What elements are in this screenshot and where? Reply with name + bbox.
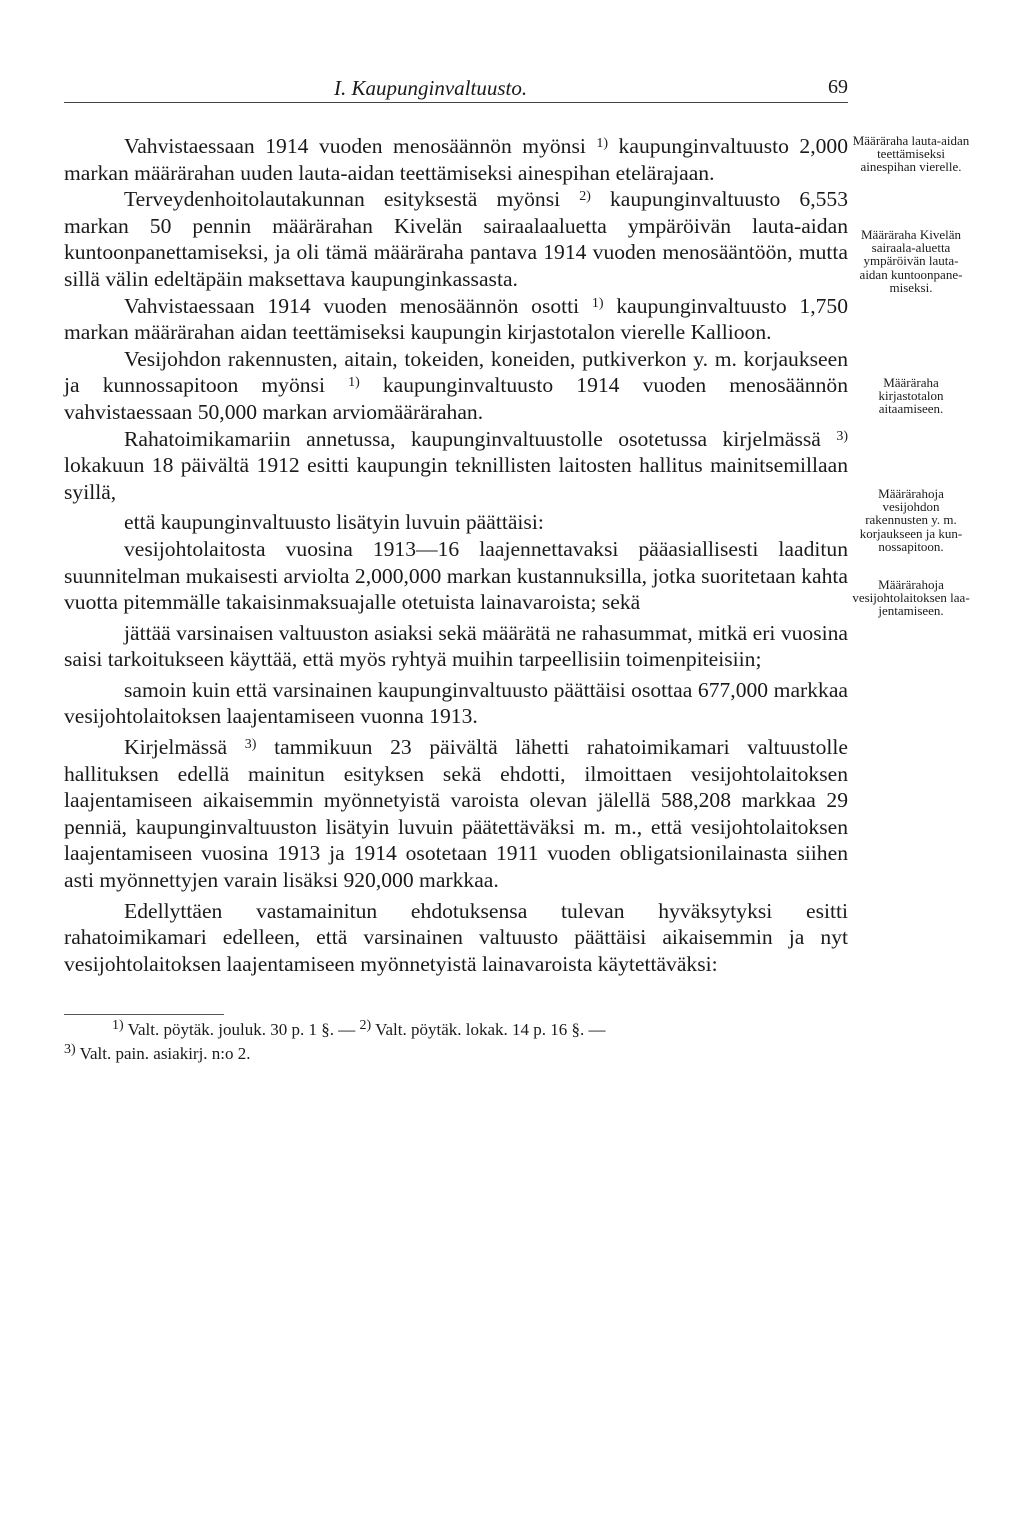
footnote-marker: 3) [836,428,848,444]
margin-note-2: Määräraha Kivelän sairaala-aluetta ympäröivän lauta-aidan kuntoonpanemiseksi. [859,227,963,295]
paragraph-9: samoin kuin että varsinainen kaupunginvaltuusto päättäisi osottaa 677,000 markkaa vesijohtolaitoksen laajentamiseen vuonna 1913. [64,677,848,729]
footnote-marker: 1) [596,136,609,151]
paragraph-10: Kirjelmässä $^{3)}$ tammikuun 23 päivältä lähetti rahatoimikamari valtuustolle hallituksen edellä mainitun esityksen sekä ehdotti, ilmoittaen vesijohtolaitoksen laajentamiseen aikaisemmin myönnetyistä varoista olevan jälellä 588,208 markkaa 29 penniä, kaupunginvaltuuston lisätyin luvuin päätettäväksi m. m., että vesijohtolaitoksen laajentamiseen vuosina 1913 ja 1914 osotetaan 1911 vuoden obligatsionilainasta siihen asti myönnettyjen varain lisäksi 920,000 markkaa. [64,735,848,893]
margin-note-3: Määräraha kirjastotalon aitaamiseen. [878,375,944,417]
paragraph-1: Vahvistaessaan 1914 vuoden menosäännön myönsi $^{1)}$ kaupunginvaltuusto 2,000 markan määrärahan uuden lauta-aidan teettämiseksi ainespihan etelärajaan. [64,134,848,185]
footnote-marker: 3) [244,737,257,753]
footnote-marker: 1) [112,1018,124,1033]
footnote-marker: 3) [64,1042,76,1057]
page-number: 69 [828,76,848,98]
paragraph-8: jättää varsinaisen valtuuston asiaksi sekä määrätä ne rahasummat, mitkä eri vuosina saisi tarkoitukseen käyttää, että myös ryhtyä muihin tarpeellisiin toimenpiteisiin; [64,620,848,672]
footnote-marker: 1) [348,375,360,391]
margin-note-1: Määräraha lauta-aidan teettämiseksi ainespihan vierelle. [852,133,970,175]
running-header [64,72,848,103]
paragraph-4: Vesijohdon rakennusten, aitain, tokeiden, koneiden, putkiverkon y. m. korjaukseen ja kunnossapitoon myönsi $^{1)}$ kaupunginvaltuusto 1914 vuoden menosäännön vahvistaessaan 50,000 markan arviomäärärahan. [64,346,848,424]
footnote-line-1: $^{1)}$ Valt. pöytäk. jouluk. 30 p. 1 §. — $^{2)}$ Valt. pöytäk. lokak. 14 p. 16 §. — [112,1018,606,1039]
paragraph-2: Terveydenhoitolautakunnan esityksestä myönsi $^{2)}$ kaupunginvaltuusto 6,553 markan 50 pennin määrärahan Kivelän sairaalaaluetta ympäröivän lauta-aidan kuntoonpanettamiseksi, ja oli tämä määräraha pantava 1914 vuoden menosääntöön, mutta sillä välin edeltäpäin maksettava kaupunginkassasta. [64,187,849,291]
footnote-marker: 2) [359,1018,372,1033]
margin-note-5: Määrärahoja vesijohtolaitoksen laajentamiseen. [852,577,970,619]
paragraph-5: Rahatoimikamariin annetussa, kaupunginvaltuustolle osotetussa kirjelmässä $^{3)}$ lokakuun 18 päivältä 1912 esitti kaupungin teknillisten laitosten hallitus mainitsemillaan syillä, [64,426,848,504]
footnote-marker: 2) [579,189,591,205]
margin-note-4: Määrärahoja vesijohdon rakennusten y. m. korjaukseen ja kunnossapitoon. [859,486,963,554]
paragraph-7: vesijohtolaitosta vuosina 1913—16 laajennettavaksi pääasiallisesti laaditun suunnitelman mukaisesti arviolta 2,000,000 markan kustannuksilla, jotka suoritetaan kahta vuotta pitemmälle takaisinmaksuajalle otetuista lainavaroista; sekä [64,536,848,615]
paragraph-11: Edellyttäen vastamainitun ehdotuksensa tulevan hyväksytyksi esitti rahatoimikamari edelleen, että varsinainen valtuusto päättäisi aikaisemmin ja nyt vesijohtolaitoksen laajentamiseen myönnetyistä lainavaroista käytettäväksi: [64,898,848,976]
paragraph-6: että kaupunginvaltuusto lisätyin luvuin päättäisi: [124,510,544,535]
footnote-marker: 1) [591,295,604,311]
body-text [64,133,848,977]
footnote-line-2: $^{3)}$ Valt. pain. asiakirj. n:o 2. [64,1042,251,1063]
paragraph-3: Vahvistaessaan 1914 vuoden menosäännön osotti $^{1)}$ kaupunginvaltuusto 1,750 markan määrärahan aidan teettämiseksi kaupungin kirjastotalon vierelle Kallioon. [64,293,848,345]
footnotes [64,1018,848,1066]
header-title: I. Kaupunginvaltuusto. [334,76,528,100]
footnote-rule [64,1014,224,1015]
